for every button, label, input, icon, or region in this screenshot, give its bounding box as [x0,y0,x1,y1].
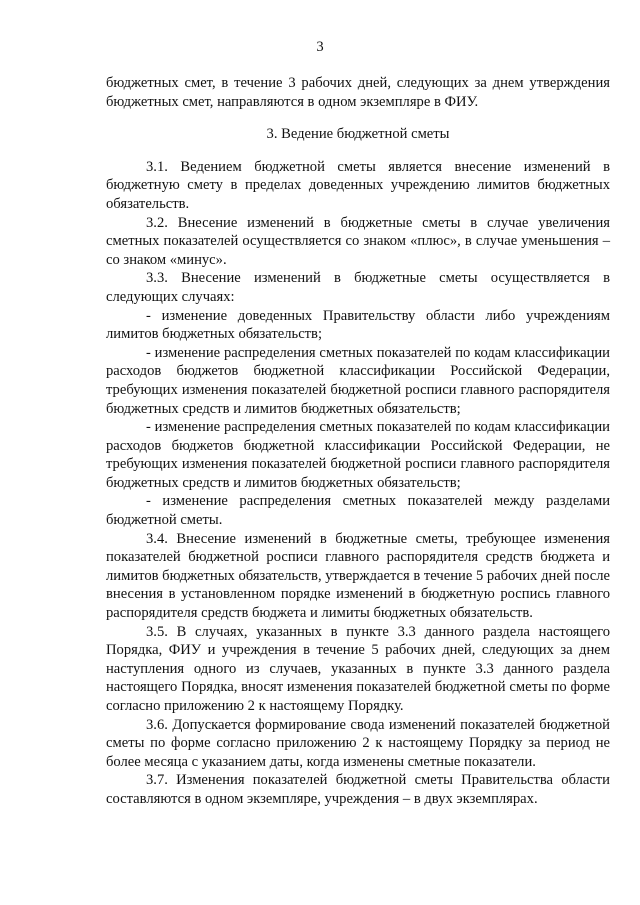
paragraph-3-5: 3.5. В случаях, указанных в пункте 3.3 данного раздела настоящего Порядка, ФИУ и учреждения в течение 5 рабочих дней, следующих за днем наступления одного из случаев, указанных в пункте 3.3 данного раздела настоящего Порядка, вносят изменения показателей бюджетной сметы по форме согласно приложению 2 к настоящему Порядку. [106,623,610,714]
section-heading: 3. Ведение бюджетной сметы [266,126,450,143]
paragraph-3-2: 3.2. Внесение изменений в бюджетные сметы в случае увеличения сметных показателей осуществляется со знаком «плюс», в случае уменьшения – со знаком «минус». [106,214,610,268]
list-item-limits: - изменение доведенных Правительству области либо учреждениям лимитов бюджетных обязательств; [106,307,610,343]
document-body [106,74,610,809]
page-number: 3 [316,39,324,55]
paragraph-3-7: 3.7. Изменения показателей бюджетной сметы Правительства области составляются в одном экземпляре, учреждения – в двух экземплярах. [106,772,610,807]
list-item-between-sections: - изменение распределения сметных показателей между разделами бюджетной сметы. [106,493,610,529]
intro-paragraph: бюджетных смет, в течение 3 рабочих дней, следующих за днем утверждения бюджетных смет, направляются в одном экземпляре в ФИУ. [106,75,610,110]
list-item-not-requiring-changes: - изменение распределения сметных показателей по кодам классификации расходов бюджетов бюджетной классификации Российской Федерации, не требующих изменения показателей бюджетной росписи главного распорядителя бюджетных средств и лимитов бюджетных обязательств; [106,419,610,491]
paragraph-3-6: 3.6. Допускается формирование свода изменений показателей бюджетной сметы по форме согласно приложению 2 к настоящему Порядку за период не более месяца с указанием даты, когда изменены сметные показатели. [106,716,610,770]
list-item-requiring-changes: - изменение распределения сметных показателей по кодам классификации расходов бюджетов бюджетной классификации Российской Федерации, требующих изменения показателей бюджетной росписи главного распорядителя бюджетных средств и лимитов бюджетных обязательств; [106,344,610,417]
paragraph-3-1: 3.1. Ведением бюджетной сметы является внесение изменений в бюджетную смету в пределах доведенных учреждению лимитов бюджетных обязательств. [106,158,610,212]
paragraph-3-3: 3.3. Внесение изменений в бюджетные сметы осуществляется в следующих случаях: [106,270,610,305]
paragraph-3-4: 3.4. Внесение изменений в бюджетные сметы, требующее изменения показателей бюджетной росписи главного распорядителя средств бюджета и лимитов бюджетных обязательств, утверждается в течение 5 рабочих дней после внесения в установленном порядке изменений в бюджетную роспись главного распорядителя средств бюджета и лимиты бюджетных обязательств. [106,530,610,622]
